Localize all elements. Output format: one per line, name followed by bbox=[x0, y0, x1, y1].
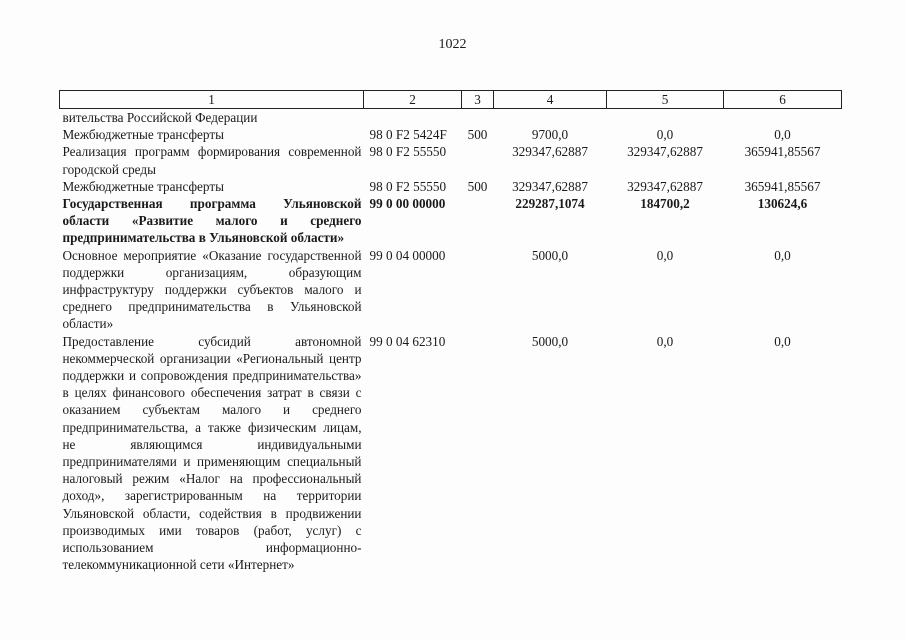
column-header-5: 5 bbox=[607, 91, 724, 109]
table-row bbox=[60, 126, 842, 143]
row-value-year2-cell: 0,0 bbox=[656, 247, 674, 263]
row-value-year1-cell bbox=[494, 109, 607, 127]
row-name-cell: Межбюджетные трансферты bbox=[62, 127, 224, 143]
row-expense-type-cell: 500 bbox=[467, 178, 488, 194]
row-expense-type-cell bbox=[462, 333, 494, 574]
row-name-cell: Реализация программ формирования современной городской среды bbox=[62, 144, 362, 177]
row-value-year1-cell: 5000,0 bbox=[531, 247, 569, 263]
row-value-year2-cell: 329347,62887 bbox=[627, 178, 703, 194]
row-code-cell: 99 0 04 00000 bbox=[369, 247, 446, 263]
table-header-row bbox=[60, 91, 842, 109]
row-value-year3-cell: 0,0 bbox=[774, 247, 791, 263]
row-name-cell: Межбюджетные трансферты bbox=[62, 178, 224, 194]
column-header-1: 1 bbox=[60, 91, 364, 109]
row-expense-type-cell bbox=[462, 143, 494, 177]
column-header-4: 4 bbox=[494, 91, 607, 109]
row-code-cell: 98 0 F2 55550 bbox=[369, 178, 447, 194]
budget-table bbox=[59, 90, 842, 573]
row-value-year2-cell bbox=[607, 109, 724, 127]
row-value-year2-cell: 0,0 bbox=[656, 333, 674, 349]
table-row bbox=[60, 178, 842, 195]
page-number: 1022 bbox=[438, 37, 467, 52]
column-header-6: 6 bbox=[724, 91, 842, 109]
row-name-cell: вительства Российской Федерации bbox=[62, 110, 258, 125]
table-body bbox=[60, 109, 842, 574]
row-value-year2-cell: 329347,62887 bbox=[627, 144, 703, 160]
row-name-cell: Предоставление субсидий автономной некоммерческой организации «Региональный центр поддержки и сопровождения предпринимательства» в целях финансового обеспечения затрат в связи с оказанием субъектам малого и среднего предпринимательства, а также физическим лицам, не являющимся индивидуальными предпринимателями и применяющим специальный налоговый режим «Налог на профессиональный доход», зарегистрированным на территории Ульяновской области, содействия в продвижении производимых ими товаров (работ, услуг) с использованием информационно-телекоммуникационной сети «Интернет» bbox=[62, 333, 362, 573]
row-value-year1-cell: 5000,0 bbox=[531, 333, 569, 349]
row-value-year3-cell: 0,0 bbox=[774, 333, 791, 349]
row-name-cell: Государственная программа Ульяновской области «Развитие малого и среднего предпринимательства в Ульяновской области» bbox=[62, 196, 362, 246]
row-value-year1-cell: 229287,1074 bbox=[515, 196, 585, 212]
row-expense-type-cell bbox=[462, 195, 494, 247]
row-code-cell: 99 0 00 00000 bbox=[369, 196, 446, 212]
table-row bbox=[60, 333, 842, 574]
row-value-year1-cell: 9700,0 bbox=[531, 127, 569, 143]
row-name-cell: Основное мероприятие «Оказание государственной поддержки организациям, образующим инфраструктуру поддержки субъектов малого и среднего предпринимательства в Ульяновской области» bbox=[62, 247, 362, 332]
column-header-3: 3 bbox=[462, 91, 494, 109]
table-row bbox=[60, 109, 842, 127]
row-value-year2-cell: 184700,2 bbox=[640, 196, 690, 212]
row-value-year3-cell: 0,0 bbox=[774, 127, 791, 143]
row-expense-type-cell bbox=[462, 109, 494, 127]
row-expense-type-cell: 500 bbox=[467, 127, 488, 143]
row-value-year3-cell: 365941,85567 bbox=[744, 178, 821, 194]
table-row bbox=[60, 195, 842, 247]
row-value-year3-cell: 130624,6 bbox=[757, 196, 808, 212]
table-row bbox=[60, 247, 842, 333]
row-code-cell bbox=[364, 109, 462, 127]
row-code-cell: 98 0 F2 5424F bbox=[369, 127, 447, 143]
table-row bbox=[60, 143, 842, 177]
row-value-year2-cell: 0,0 bbox=[656, 127, 674, 143]
row-code-cell: 99 0 04 62310 bbox=[369, 333, 446, 349]
row-expense-type-cell bbox=[462, 247, 494, 333]
row-value-year3-cell: 365941,85567 bbox=[744, 144, 821, 160]
row-value-year3-cell bbox=[724, 109, 842, 127]
row-code-cell: 98 0 F2 55550 bbox=[369, 144, 447, 160]
row-value-year1-cell: 329347,62887 bbox=[512, 144, 588, 160]
column-header-2: 2 bbox=[364, 91, 462, 109]
row-value-year1-cell: 329347,62887 bbox=[512, 178, 588, 194]
